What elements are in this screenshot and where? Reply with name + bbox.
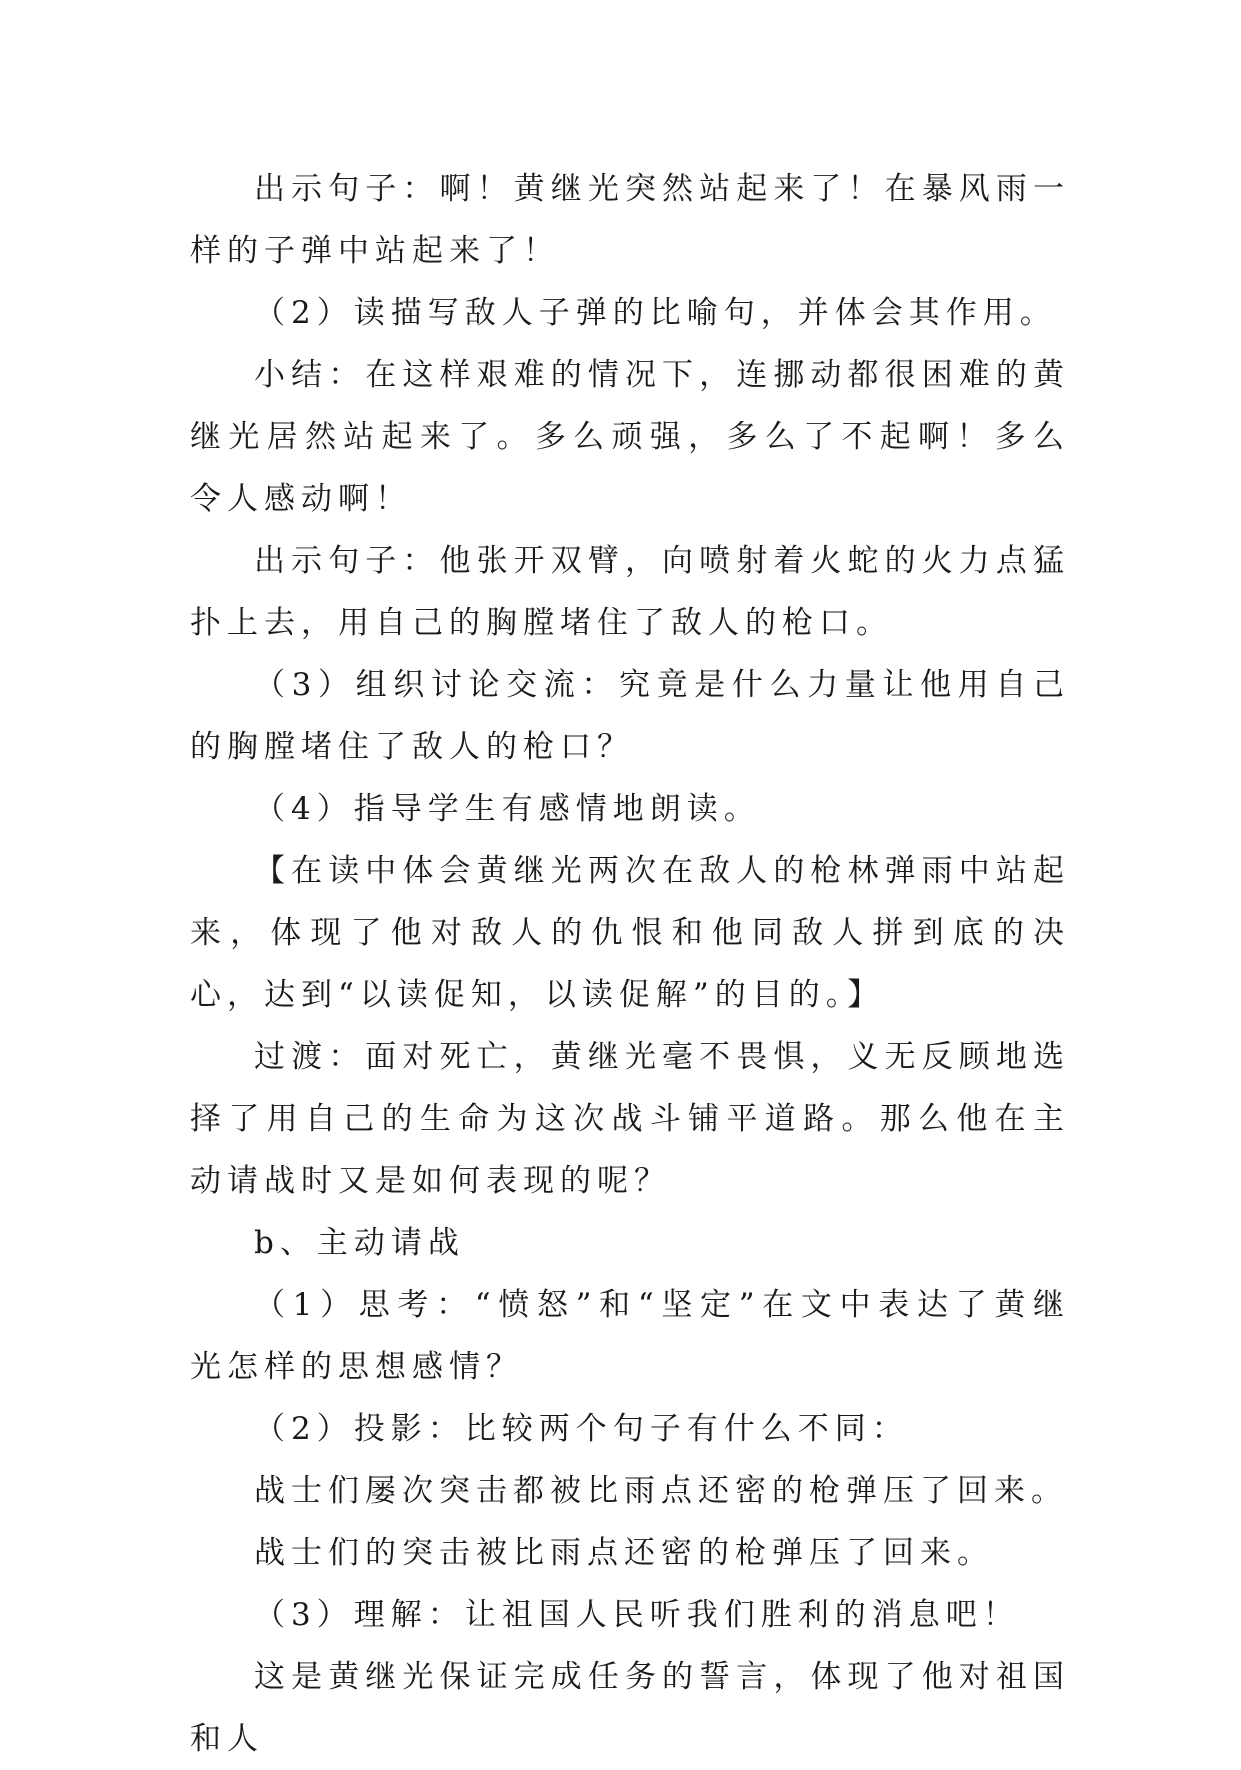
- paragraph-oath: 这是黄继光保证完成任务的誓言，体现了他对祖国和人: [190, 1659, 1070, 1757]
- paragraph-sentence-b: 战士们的突击被比雨点还密的枪弹压了回来。: [254, 1535, 994, 1571]
- paragraph-step-4-reading: （4）指导学生有感情地朗读。: [254, 791, 761, 827]
- paragraph-step-3-discussion: （3）组织讨论交流：究竟是什么力量让他用自己的胸膛堵住了敌人的枪口？: [190, 667, 1070, 765]
- paragraph-sentence-a: 战士们屡次突击都被比雨点还密的枪弹压了回来。: [254, 1473, 1068, 1509]
- paragraph-step-2-simile: （2）读描写敌人子弹的比喻句，并体会其作用。: [254, 295, 1057, 331]
- paragraph-step-2-projection: （2）投影：比较两个句子有什么不同：: [254, 1411, 909, 1447]
- section-heading-b: b、主动请战: [254, 1225, 465, 1261]
- paragraph-transition: 过渡：面对死亡，黄继光毫不畏惧，义无反顾地选择了用自己的生命为这次战斗铺平道路。那么他在主动请战时又是如何表现的呢？: [190, 1039, 1070, 1199]
- paragraph-step-3-understand: （3）理解：让祖国人民听我们胜利的消息吧！: [254, 1597, 1020, 1633]
- paragraph-quote-stand-up: 出示句子：啊！黄继光突然站起来了！在暴风雨一样的子弹中站起来了！: [190, 171, 1070, 269]
- paragraph-bracket-note: 【在读中体会黄继光两次在敌人的枪林弹雨中站起来，体现了他对敌人的仇恨和他同敌人拼到底的决心，达到“以读促知，以读促解”的目的。】: [190, 853, 1070, 1013]
- paragraph-summary: 小结：在这样艰难的情况下，连挪动都很困难的黄继光居然站起来了。多么顽强，多么了不起啊！多么令人感动啊！: [190, 357, 1070, 517]
- paragraph-step-1-think: （1）思考：“愤怒”和“坚定”在文中表达了黄继光怎样的思想感情？: [190, 1287, 1070, 1385]
- document-body: [190, 158, 1070, 1770]
- paragraph-quote-chest: 出示句子：他张开双臂，向喷射着火蛇的火力点猛扑上去，用自己的胸膛堵住了敌人的枪口。: [190, 543, 1070, 641]
